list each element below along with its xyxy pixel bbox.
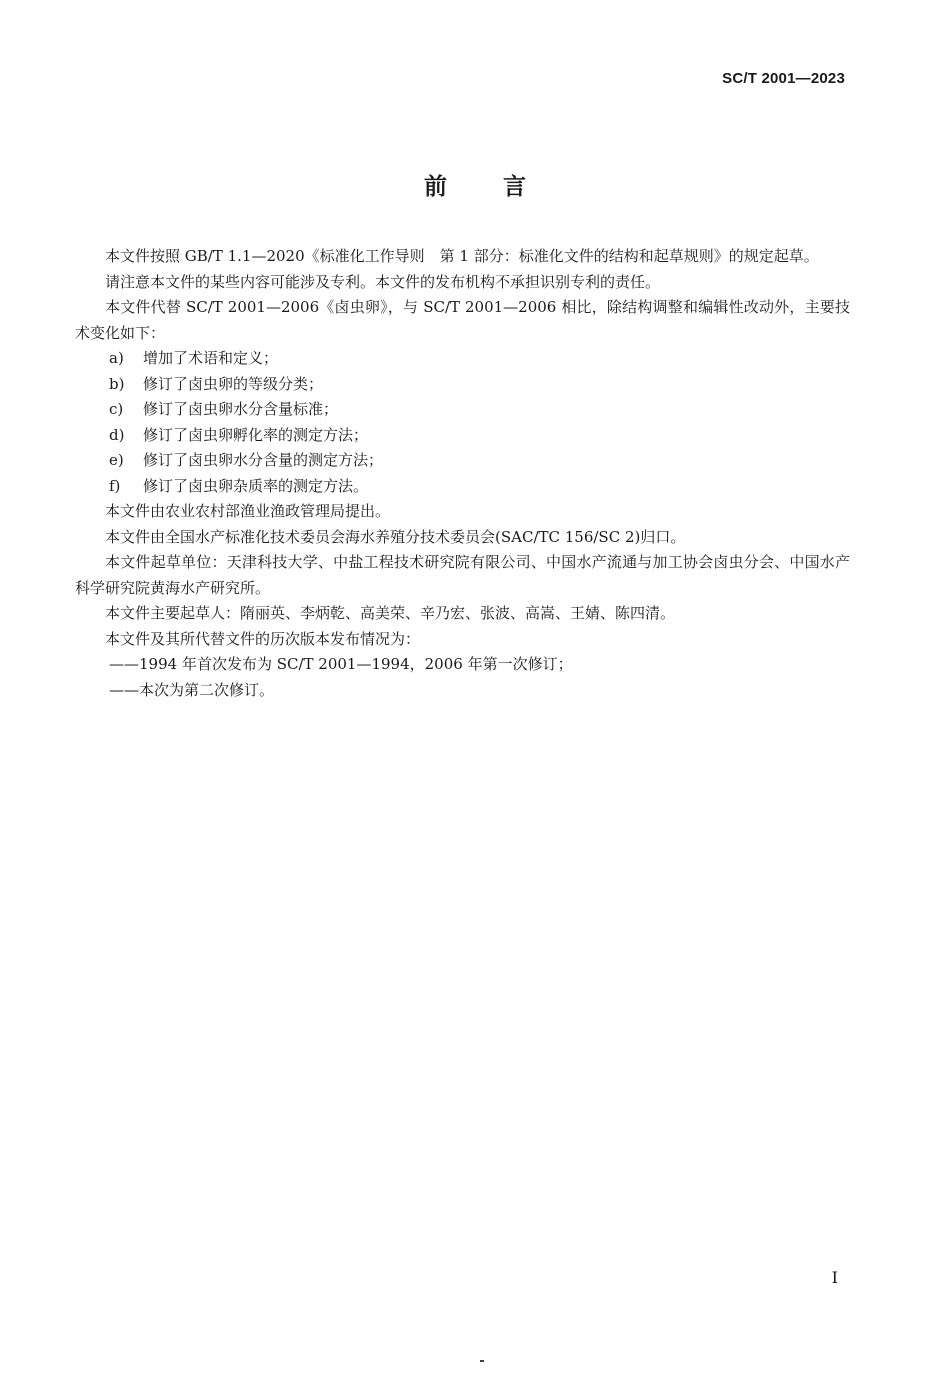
history-item: ——1994 年首次发布为 SC/T 2001—1994，2006 年第一次修订； bbox=[109, 655, 573, 673]
list-marker: e) bbox=[109, 451, 124, 469]
scan-speck bbox=[480, 1360, 484, 1362]
paragraph: 本文件及其所代替文件的历次版本发布情况为： bbox=[105, 629, 421, 648]
page-number: I bbox=[831, 1268, 838, 1287]
foreword-body bbox=[75, 244, 850, 703]
list-text: 修订了卤虫卵水分含量标准； bbox=[143, 400, 339, 418]
paragraph: 本文件主要起草人：隋丽英、李炳乾、高美荣、辛乃宏、张波、高嵩、王婧、陈四清。 bbox=[105, 604, 676, 622]
list-item bbox=[75, 372, 850, 398]
list-item bbox=[75, 474, 850, 500]
standard-code: SC/T 2001—2023 bbox=[722, 70, 845, 87]
list-marker: d) bbox=[109, 425, 125, 444]
paragraph: 本文件由农业农村部渔业渔政管理局提出。 bbox=[105, 502, 391, 520]
paragraph: 本文件代替 SC/T 2001—2006《卤虫卵》，与 SC/T 2001—2006 相比，除结构调整和编辑性改动外，主要技术变化如下： bbox=[75, 298, 850, 342]
history-item: ——本次为第二次修订。 bbox=[109, 680, 275, 699]
paragraph: 请注意本文件的某些内容可能涉及专利。本文件的发布机构不承担识别专利的责任。 bbox=[105, 272, 661, 291]
page-title: 前言 bbox=[424, 174, 582, 200]
list-text: 修订了卤虫卵的等级分类； bbox=[143, 374, 324, 393]
list-marker: c) bbox=[109, 400, 124, 418]
paragraph: 本文件由全国水产标准化技术委员会海水养殖分技术委员会(SAC/TC 156/SC 2)归口。 bbox=[105, 527, 686, 546]
list-item bbox=[75, 397, 850, 423]
list-text: 修订了卤虫卵水分含量的测定方法； bbox=[143, 451, 384, 469]
list-item bbox=[75, 346, 850, 372]
list-item bbox=[75, 448, 850, 474]
list-text: 修订了卤虫卵杂质率的测定方法。 bbox=[143, 476, 369, 495]
list-marker: a) bbox=[109, 349, 124, 367]
list-item bbox=[75, 423, 850, 449]
paragraph: 本文件起草单位：天津科技大学、中盐工程技术研究院有限公司、中国水产流通与加工协会卤虫分会、中国水产科学研究院黄海水产研究所。 bbox=[75, 553, 850, 597]
list-text: 增加了术语和定义； bbox=[143, 349, 279, 367]
list-marker: f) bbox=[109, 476, 121, 495]
list-marker: b) bbox=[109, 374, 125, 393]
list-text: 修订了卤虫卵孵化率的测定方法； bbox=[143, 425, 369, 444]
paragraph: 本文件按照 GB/T 1.1—2020《标准化工作导则 第 1 部分：标准化文件的结构和起草规则》的规定起草。 bbox=[105, 247, 819, 265]
